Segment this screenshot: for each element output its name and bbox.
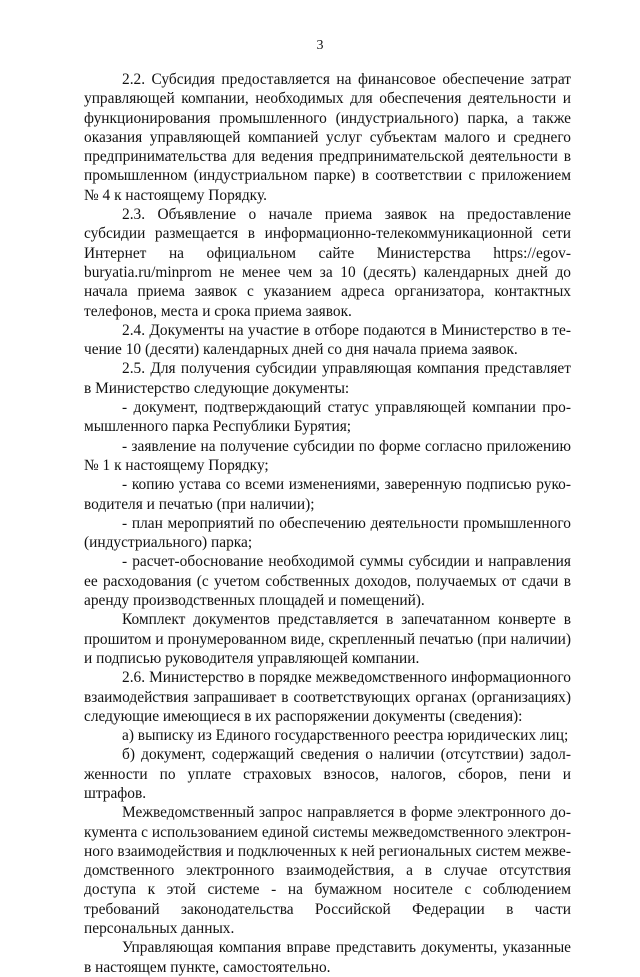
list-item-charter-copy: - копию устава со всеми изменениями, заверенную подписью руководителя и печатью (при наличии); [84, 476, 571, 513]
list-item-subsidy-calculation: - расчет-обоснование необходимой суммы субсидии и направления ее расходования (с учетом собственных доходов, получаемых от сдачи в аренду производственных площадей и помещений). [84, 553, 571, 610]
paragraph-document-package: Комплект документов представляется в запечатанном конверте в прошитом и пронумерованном виде, скрепленный печатью (при наличии) и подписью руководителя управляющей компании. [84, 611, 571, 667]
paragraph-2-4: 2.4. Документы на участие в отборе подаются в Министерство в течение 10 (десяти) календарных дней со дня начала приема заявок. [84, 321, 571, 359]
page-number: 3 [316, 38, 324, 53]
document-body [84, 70, 571, 977]
list-item-application: - заявление на получение субсидии по форме согласно приложению № 1 к настоящему Порядку; [84, 437, 571, 474]
paragraph-2-2: 2.2. Субсидия предоставляется на финансовое обеспечение затрат управляющей компании, необходимых для обеспечения деятельности и функционирования промышленного (индустриального) парка, а также оказания управляющей компанией услуг субъектам малого и среднего предпринимательства для ведения предпринимательской деятельности в промышленном (индустриальном парке) в соответствии с приложением № 4 к настоящему Порядку. [84, 71, 571, 204]
paragraph-interagency-request: Межведомственный запрос направляется в форме электронного документа с использованием единой системы межведомственного электронного взаимодействия и подключенных к ней региональных систем межведомственного электронного взаимодействия, а в случае отсутствия доступа к этой системе - на бумажном носителе с соблюдением требований законодательства Российской Федерации в части персональных данных. [84, 804, 571, 938]
list-item-debt-certificate: б) документ, содержащий сведения о наличии (отсутствии) задолженности по уплате страховых взносов, налогов, сборов, пени и штрафов. [84, 746, 571, 802]
list-item-activity-plan: - план мероприятий по обеспечению деятельности промышленного (индустриального) парка; [84, 514, 571, 552]
paragraph-2-6: 2.6. Министерство в порядке межведомственного информационного взаимодействия запрашивает в соответствующих органах (организациях) следующие имеющиеся в их распоряжении документы (сведения): [84, 669, 571, 725]
paragraph-self-submission: Управляющая компания вправе представить документы, указанные в настоящем пункте, самостоятельно. [84, 939, 571, 976]
paragraph-2-3: 2.3. Объявление о начале приема заявок на предоставление субсидии размещается в информационно-телекоммуникационной сети Интернет на официальном сайте Министерства https://egov-buryatia.ru/minprom не менее чем за 10 (десять) календарных дней до начала приема заявок с указанием адреса организатора, контактных телефонов, места и срока приема заявок. [84, 206, 571, 320]
list-item-registry-extract: а) выписку из Единого государственного реестра юридических лиц; [122, 727, 569, 745]
paragraph-2-5: 2.5. Для получения субсидии управляющая компания представляет в Министерство следующие документы: [84, 360, 571, 397]
list-item-status-document: - документ, подтверждающий статус управляющей компании промышленного парка Республики Бурятия; [84, 399, 571, 436]
